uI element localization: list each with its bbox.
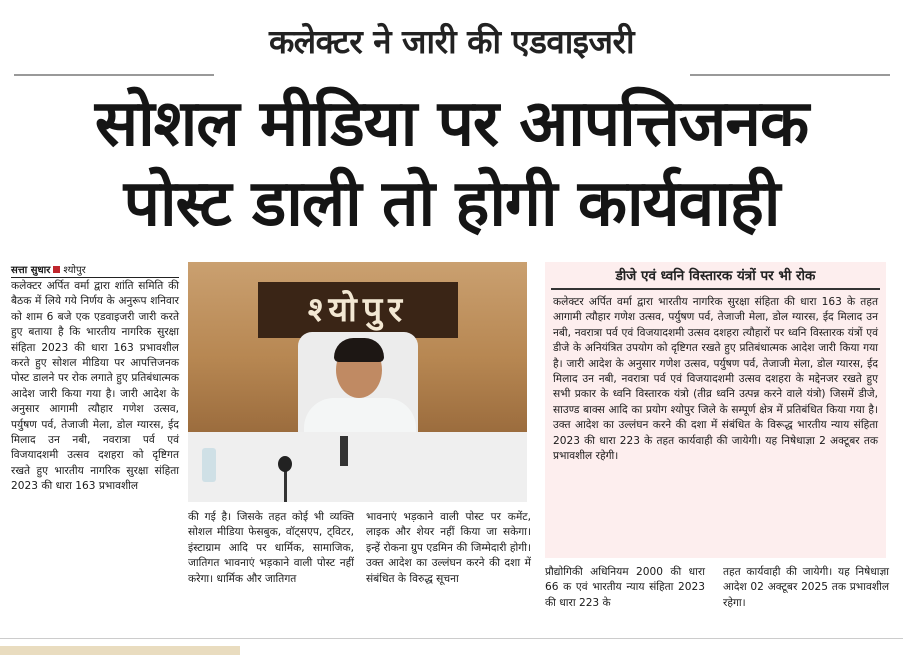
article-column-4: प्रौद्योगिकी अधिनियम 2000 की धारा 66 क एवं भारतीय न्याय संहिता 2023 की धारा 223 के xyxy=(545,566,705,609)
sidebar-box xyxy=(545,262,886,558)
photo-bottle xyxy=(202,448,216,482)
article-column-1: कलेक्टर अर्पित वर्मा द्वारा शांति समिति की बैठक में लिये गये निर्णय के अनुरूप शनिवार को शाम 6 बजे एक एडवाइजरी जारी करते हुए बताया है कि भारतीय नागरिक सुरक्षा संहिता 2023 की धारा 163 प्रभावशील करते हुए सोशल मीडिया पर आपत्तिजनक पोस्ट डालने पर रोक लगाते हुए प्रतिबंधात्मक आदेश जारी किया गया है। जारी आदेश के अनुसार आगामी त्यौहार गणेश उत्सव, पर्युषण पर्व, तेजाजी मेला, डोल ग्यारस, ईद मिलाद उन नबी, नवरात्रा पर्व एवं विजयादशमी उत्सव दशहरा को दृष्टिगत रखते हुए भारतीय नागरिक सुरक्षा संहिता 2023 की धारा 163 प्रभावशील xyxy=(11,280,179,493)
article-column-2: की गई है। जिसके तहत कोई भी व्यक्ति सोशल मीडिया फेसबुक, वॉट्सएप, ट्विटर, इंस्टाग्राम आदि पर धार्मिक, सामाजिक, जातिगत भावनाएं भड़काने वाली पोस्ट नहीं करेगा। धार्मिक और जातिगत xyxy=(188,511,354,585)
kicker-headline: कलेक्टर ने जारी की एडवाइजरी xyxy=(268,22,635,61)
kicker-rule-left xyxy=(14,74,214,76)
article-column-3: भावनाएं भड़काने वाली पोस्ट पर कमेंट, लाइक और शेयर नहीं किया जा सकेगा। इन्हें रोकना ग्रुप एडमिन की जिम्मेदारी होगी। उक्त आदेश का उल्लंघन करने की दशा में संबंधित के विरुद्ध सूचना xyxy=(366,511,531,585)
bottom-tape xyxy=(0,646,240,655)
photo-mic-right xyxy=(340,436,348,466)
kicker-rule-right xyxy=(690,74,890,76)
sidebar-box-text: कलेक्टर अर्पित वर्मा द्वारा भारतीय नागरिक सुरक्षा संहिता की धारा 163 के तहत आगामी त्यौहार गणेश उत्सव, पर्युषण पर्व, तेजाजी मेला, डोल ग्यारस, ईद मिलाद उन नबी, नवरात्रा पर्व एवं विजयादशमी उत्सव दशहरा त्यौहारों पर ध्वनि विस्तारक यंत्रों एवं डीजे के अनियंत्रित उपयोग को दृष्टिगत रखते हुए प्रतिबंधात्मक आदेश जारी किया गया है। जारी आदेश के अनुसार गणेश उत्सव, पर्युषण पर्व, तेजाजी मेला, डोल ग्यारस, ईद मिलाद उन नबी, नवरात्रा पर्व एवं विजयादशमी उत्सव दशहरा के मद्देनजर रखते हुए सभी प्रकार के ध्वनि विस्तारक यंत्रो (तीव्र ध्वनि उत्पन्न करने वाले यंत्रो) जिसमें डीजे, साउण्ड बाक्स आदि का प्रयोग श्योपुर जिले के सम्पूर्ण क्षेत्र में प्रतिबंधित किया गया है। उक्त आदेश का उल्लंघन करने की दशा में संबंधित के विरूद्ध भारतीय न्याय संहिता 2023 की धारा 223 के तहत कार्यवाही की जायेगी। यह निषेधाज्ञा 2 अक्टूबर तक प्रभावशील रहेगी। xyxy=(553,296,878,463)
photo-mic xyxy=(278,456,292,472)
article-column-5: तहत कार्यवाही की जायेगी। यह निषेधाज्ञा आदेश 02 अक्टूबर 2025 तक प्रभावशील रहेगा। xyxy=(723,566,889,609)
sidebar-box-title: डीजे एवं ध्वनि विस्तारक यंत्रों पर भी रोक xyxy=(615,268,816,284)
byline xyxy=(11,262,179,278)
headline-line-2: पोस्ट डाली तो होगी कार्यवाही xyxy=(123,167,780,241)
news-photo xyxy=(188,262,527,502)
photo-table xyxy=(188,432,527,502)
byline-marker xyxy=(53,266,60,273)
photo-mic-stand xyxy=(284,470,287,502)
byline-city: श्योपुर xyxy=(63,265,86,276)
photo-person-hair xyxy=(334,338,384,362)
photo-sign: श्योपुर xyxy=(258,282,458,338)
byline-paper: सत्ता सुधार xyxy=(11,265,51,276)
bottom-rule xyxy=(0,638,903,639)
headline-line-1: सोशल मीडिया पर आपत्तिजनक xyxy=(94,87,809,161)
sidebar-box-rule xyxy=(551,288,880,290)
